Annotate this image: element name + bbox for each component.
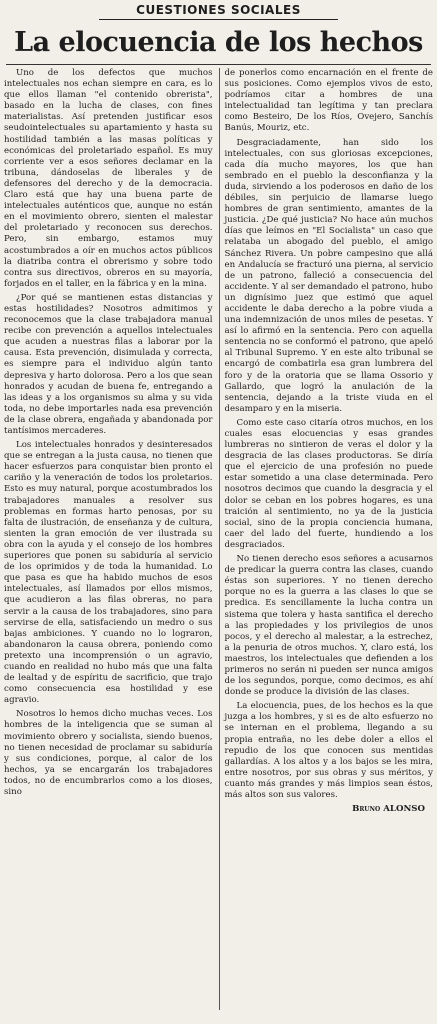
paragraph: de ponerlos como encarnación en el frente de sus posiciones. Como ejemplos vivos de esto, podríamos citar a hombres de una intelectualidad tan legítima y tan preclara como Besteiro, De los Ríos, Ovejero, Sanchís Banús, Mouriz, etc. — [224, 68, 433, 134]
column-left — [4, 68, 213, 1010]
paragraph: No tienen derecho esos señores a acusarnos de predicar la guerra contra las clases, cuando éstas son superiores. Y no tienen derecho porque no es la guerra a las clases lo que se predica. Es sencillamente la lucha contra un sistema que tolera y hasta santifica el derecho a las propiedades y los privilegios de unos pocos, y el derecho al malestar, a la estrechez, a la penuria de otros muchos. Y, claro está, los maestros, los intelectuales que defienden a los primeros no serán ni pueden ser nunca amigos de los segundos, porque, como decimos, es ahí donde se produce la división de las clases. — [224, 554, 433, 698]
paragraph: Uno de los defectos que muchos intelectuales nos echan siempre en cara, es lo que ellos llaman "el contenido obrerista", basado en la lucha de clases, con fines materialistas. Así pretenden justificar esos seudointelectuales su apartamiento y hasta su hostilidad también a las masas políticas y económicas del proletariado español. Es muy corriente ver a esos señores declamar en la tribuna, dándoselas de liberales y de defensores del derecho y de la democracia. Claro está que hay una buena parte de intelectuales auténticos que, aunque no están en el movimiento obrero, sienten el malestar del proletariado y reconocen sus derechos. Pero, sin embargo, estamos muy acostumbrados a oír en muchos actos públicos la diatriba contra el obrerismo y sobre todo contra sus directivos, obreros en su mayoría, forjados en el taller, en la fábrica y en la mina. — [4, 68, 213, 289]
paragraph: Los intelectuales honrados y desinteresados que se entregan a la justa causa, no tienen que hacer esfuerzos para conquistar bien pronto el cariño y la veneración de todos los proletarios. Esto es muy natural, porque acostumbrados los trabajadores manuales a resolver sus problemas en formas harto penosas, por su falta de ilustración, de enseñanza y de cultura, sienten la gran emoción de ver ilustrada su obra con la ayuda y el consejo de los hombres superiores que ponen su sabiduría al servicio de los oprimidos y de toda la humanidad. Lo que pasa es que ha habido muchos de esos intelectuales, así llamados por ellos mismos, que acudieron a las filas obreras, no para servir a la causa de los trabajadores, sino para servirse de ella, satisfaciendo un medro o sus bajas ambiciones. Y cuando no lo lograron, abandonaron la causa obrera, poniendo como pretexto una incomprensión o un agravio, cuando en realidad no hubo más que una falta de lealtad y de espíritu de sacrificio, que trajo como consecuencia esa hostilidad y ese agravio. — [4, 440, 213, 706]
column-right — [219, 68, 434, 1010]
paragraph: Nosotros lo hemos dicho muchas veces. Los hombres de la inteligencia que se suman al movimiento obrero y socialista, siendo buenos, no tienen necesidad de proclamar su sabiduría y sus condiciones, porque, al calor de los hechos, ya se encargarán los trabajadores todos, no de encumbrarlos como a los dioses, sino — [4, 709, 213, 797]
paragraph: ¿Por qué se mantienen estas distancias y estas hostilidades? Nosotros admitimos y reconocemos que la clase trabajadora manual recibe con prevención a aquellos intelectuales que acuden a nuestras filas a laborar por la causa. Esta prevención, disimulada y correcta, es siempre para el individuo algún tanto depresiva y harto dolorosa. Pero a los que sean honrados y acudan de buena fe, entregando a las ideas y a los organismos su alma y su vida toda, no debe importarles nada esa prevención de la clase obrera, engañada y abandonada por tantísimos mercaderes. — [4, 292, 213, 436]
author-signature: Bruno ALONSO — [352, 804, 425, 815]
section-title: CUESTIONES SOCIALES — [99, 0, 338, 20]
divider — [6, 64, 431, 65]
paragraph: Como este caso citaría otros muchos, en los cuales esas elocuencias y esas grandes lumbreras no sintieron de veras el dolor y la desgracia de las clases productoras. Se diría que el ejercicio de una profesión no puede estar sometido a una clase determinada. Pero nosotros decimos que cuando la desgracia y el dolor se ceban en los pobres hogares, es una traición al sentimiento, no ya de la justicia social, sino de la propia conciencia humana, caer del lado del fuerte, hundiendo a los desgraciados. — [224, 417, 433, 550]
paragraph: La elocuencia, pues, de los hechos es la que juzga a los hombres, y si es de alto esfuerzo no se internan en el problema, llegando a su propia entraña, no les debe doler a ellos el repudio de los que conocen sus mentidas gallardías. A los altos y a los bajos se les mira, entre nosotros, por sus obras y sus méritos, y cuanto más grandes y más limpios sean éstos, más altos son sus valores. — [224, 701, 433, 800]
headline: La elocuencia de los hechos — [14, 27, 423, 58]
article-body — [4, 68, 433, 1010]
paragraph: Desgraciadamente, han sido los intelectuales, con sus gloriosas excepciones, cada día mucho mayores, los que han sembrado en el pueblo la desconfianza y la duda, sirviendo a los poderosos en daño de los débiles, sin perjuicio de llamarse luego hombres de gran sentimiento, amantes de la justicia. ¿De qué justicia? No hace aún muchos días que leímos en "El Socialista" un caso que relataba un abogado del pueblo, el amigo Sánchez Rivera. Un pobre campesino que allá en Andalucía se fracturó una pierna, al servicio de un patrono, falleció a consecuencia del accidente. Y al ser demandado el patrono, hubo un dignísimo juez que estimó que aquel accidente le daba derecho a la pobre viuda a una indemnización de unos miles de pesetas. Y así lo afirmó en la sentencia. Pero con aquella sentencia no se conformó el patrono, que apeló al Tribunal Supremo. Y en este alto tribunal se encargó de combatirla esa gran lumbrera del foro y de la oratoria que se llama Ossorio y Gallardo, que logró la anulación de la sentencia, dejando a la triste viuda en el desamparo y en la miseria. — [224, 137, 433, 414]
